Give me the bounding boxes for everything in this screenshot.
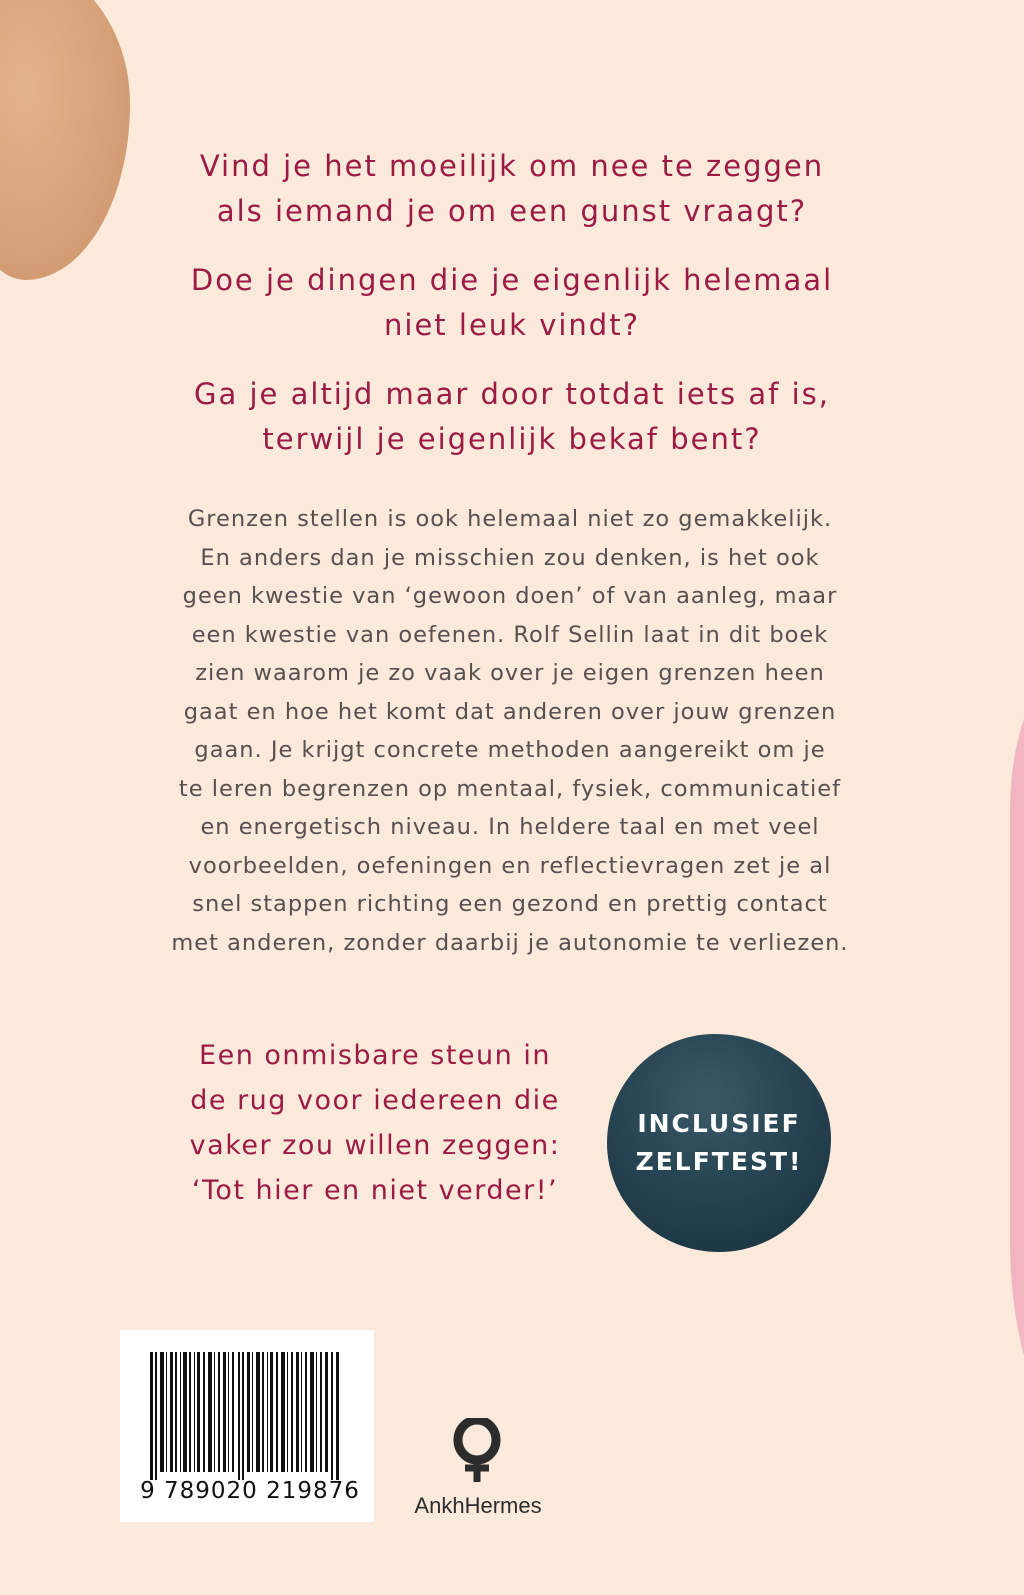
closing-statement [150,1033,600,1213]
isbn-number: 9 789020 219876 [140,1478,360,1504]
closing-line: ‘Tot hier en niet verder!’ [191,1175,559,1206]
badge-line-1: INCLUSIEF [637,1109,801,1138]
blurb-line: gaan. Je krijgt concrete methoden aangereikt om je [194,737,826,763]
badge-line-2: ZELFTEST! [635,1147,803,1176]
tan-decorative-shape [0,0,130,280]
blurb-line: voorbeelden, oefeningen en reflectievragen zet je al [188,852,832,879]
zelftest-badge [607,1034,831,1252]
closing-line: vaker zou willen zeggen: [189,1130,561,1161]
blurb-paragraph [115,500,905,962]
blurb-line: geen kwestie van ‘gewoon doen’ of van aanleg, maar [182,583,838,609]
question-1-line-2: als iemand je om een gunst vraagt? [216,194,808,228]
blurb-line: Grenzen stellen is ook helemaal niet zo gemakkelijk. [187,506,833,532]
blurb-line: een kwestie van oefenen. Rolf Sellin laat in dit boek [191,621,829,648]
blurb-line: met anderen, zonder daarbij je autonomie te verliezen. [171,929,849,956]
blurb-line: gaat en hoe het komt dat anderen over jouw grenzen [183,698,837,725]
pink-decorative-shape [1010,655,1024,1435]
publisher-name: AnkhHermes [414,1493,542,1518]
blurb-line: zien waarom je zo vaak over je eigen grenzen heen [195,660,825,686]
blurb-line: en energetisch niveau. In heldere taal en met veel [200,814,820,840]
closing-line: Een onmisbare steun in [199,1040,551,1071]
question-3 [0,372,1024,462]
question-3-line-1: Ga je altijd maar door totdat iets af is, [194,377,830,411]
blurb-line: En anders dan je misschien zou denken, is het ook [200,544,820,571]
question-3-line-2: terwijl je eigenlijk bekaf bent? [262,422,762,456]
blurb-line: te leren begrenzen op mentaal, fysiek, communicatief [178,775,842,802]
blurb-line: snel stappen richting een gezond en prettig contact [192,891,828,917]
question-1-line-1: Vind je het moeilijk om nee te zeggen [199,149,825,183]
barcode-icon [150,1352,344,1480]
question-1 [0,144,1024,234]
question-2-line-1: Doe je dingen die je eigenlijk helemaal [190,263,834,297]
question-2 [0,258,1024,348]
question-2-line-2: niet leuk vindt? [384,308,640,342]
barcode-panel [120,1330,374,1522]
ankhhermes-logo-icon [448,1418,506,1486]
closing-line: de rug voor iedereen die [190,1085,560,1116]
